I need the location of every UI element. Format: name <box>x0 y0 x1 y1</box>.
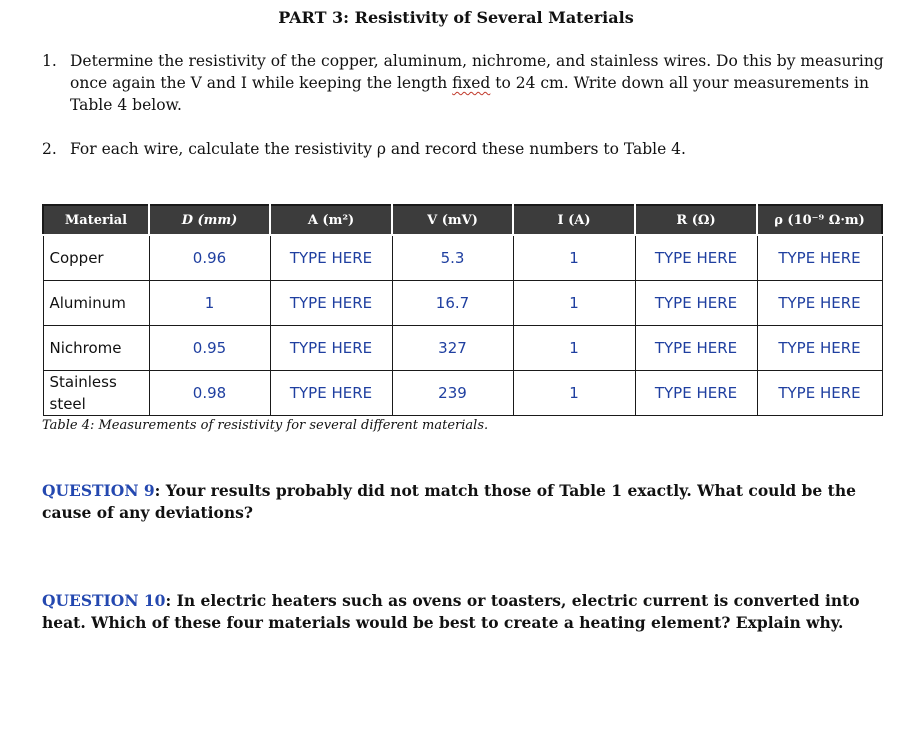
instruction-1 <box>42 50 887 116</box>
cell-diameter: 0.96 <box>149 235 270 281</box>
question-label: QUESTION 9 <box>42 481 155 500</box>
cell-current: 1 <box>513 281 635 326</box>
cell-current: 1 <box>513 371 635 416</box>
question-text: : Your results probably did not match those of Table 1 exactly. What could be the cause of any deviations? <box>42 481 856 522</box>
header-area: A (m²) <box>270 205 392 235</box>
cell-area-input[interactable]: TYPE HERE <box>270 326 392 371</box>
cell-voltage: 327 <box>392 326 513 371</box>
table-header-row <box>43 205 882 235</box>
cell-diameter: 1 <box>149 281 270 326</box>
question-9 <box>42 480 887 524</box>
cell-material: Nichrome <box>43 326 149 371</box>
instruction-text-part: Determine the resistivity of the copper, aluminum, nichrome, and stainless wires. Do this by measuring once again the V and I while keeping the length <box>70 52 884 92</box>
cell-material: Aluminum <box>43 281 149 326</box>
table-row <box>43 235 882 281</box>
spellcheck-word: fixed <box>452 74 491 92</box>
cell-resistivity-input[interactable]: TYPE HERE <box>757 371 882 416</box>
question-label: QUESTION 10 <box>42 591 166 610</box>
instruction-2 <box>42 138 887 160</box>
header-material: Material <box>43 205 149 235</box>
cell-voltage: 16.7 <box>392 281 513 326</box>
cell-resistance-input[interactable]: TYPE HERE <box>635 281 757 326</box>
header-diameter: D (mm) <box>149 205 270 235</box>
header-current: I (A) <box>513 205 635 235</box>
cell-diameter: 0.95 <box>149 326 270 371</box>
cell-resistivity-input[interactable]: TYPE HERE <box>757 281 882 326</box>
cell-resistivity-input[interactable]: TYPE HERE <box>757 235 882 281</box>
cell-voltage: 5.3 <box>392 235 513 281</box>
cell-resistance-input[interactable]: TYPE HERE <box>635 235 757 281</box>
cell-resistance-input[interactable]: TYPE HERE <box>635 326 757 371</box>
table-row <box>43 371 882 416</box>
table-caption: Table 4: Measurements of resistivity for several different materials. <box>42 418 489 433</box>
question-10 <box>42 590 887 634</box>
cell-voltage: 239 <box>392 371 513 416</box>
instruction-text: For each wire, calculate the resistivity ρ and record these numbers to Table 4. <box>70 140 686 158</box>
header-resistance: R (Ω) <box>635 205 757 235</box>
table-row <box>43 281 882 326</box>
cell-diameter: 0.98 <box>149 371 270 416</box>
cell-resistivity-input[interactable]: TYPE HERE <box>757 326 882 371</box>
instruction-text-part: to 24 cm. Write down all your measurements in Table 4 below. <box>70 74 869 114</box>
cell-resistance-input[interactable]: TYPE HERE <box>635 371 757 416</box>
page-title: PART 3: Resistivity of Several Materials <box>278 8 634 27</box>
cell-area-input[interactable]: TYPE HERE <box>270 281 392 326</box>
header-resistivity: ρ (10⁻⁹ Ω·m) <box>757 205 882 235</box>
instruction-number: 1. <box>42 52 57 70</box>
cell-material: Stainless steel <box>43 371 149 416</box>
instruction-number: 2. <box>42 140 57 158</box>
cell-current: 1 <box>513 235 635 281</box>
instruction-text <box>70 50 887 116</box>
cell-area-input[interactable]: TYPE HERE <box>270 235 392 281</box>
cell-current: 1 <box>513 326 635 371</box>
header-voltage: V (mV) <box>392 205 513 235</box>
cell-material: Copper <box>43 235 149 281</box>
question-text: : In electric heaters such as ovens or toasters, electric current is converted into heat. Which of these four materials would be best to create a heating element? Explain why. <box>42 591 860 632</box>
table-row <box>43 326 882 371</box>
resistivity-table <box>42 204 883 416</box>
cell-area-input[interactable]: TYPE HERE <box>270 371 392 416</box>
